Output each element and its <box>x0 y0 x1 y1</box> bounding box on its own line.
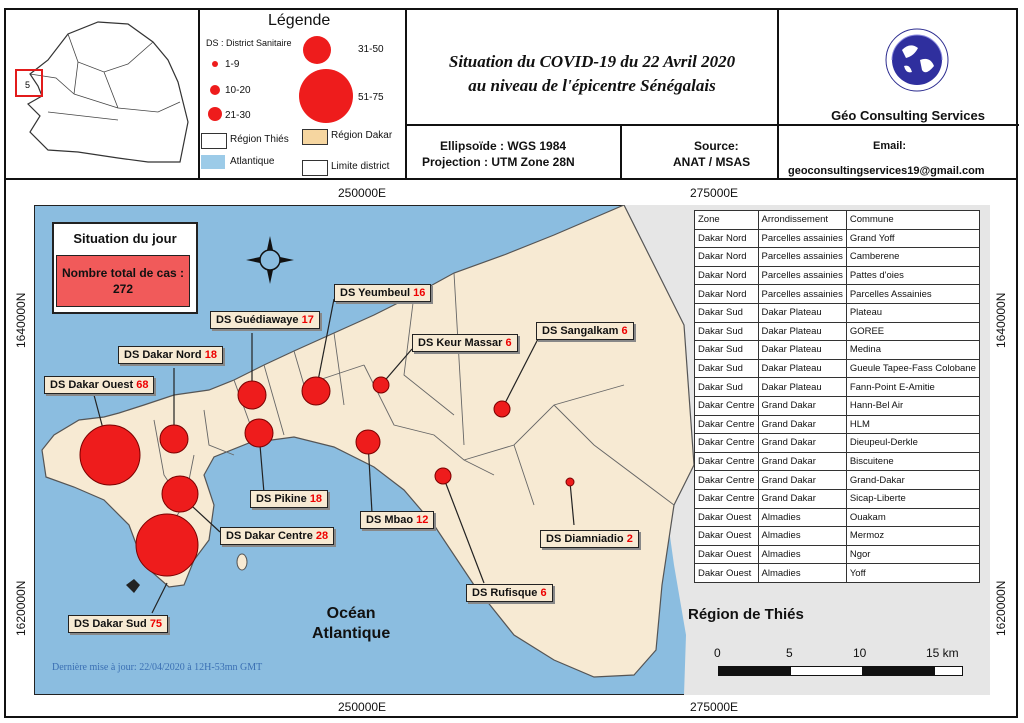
last-update: Dernière mise à jour: 22/04/2020 à 12H-53mn GMT <box>52 662 263 673</box>
label-keur-massar: DS Keur Massar 6 <box>412 334 518 352</box>
total-cases-box <box>56 255 190 307</box>
table-row <box>695 359 980 378</box>
map-title <box>407 50 777 98</box>
table-cell: Dakar Nord <box>695 285 759 304</box>
coord-right-1620000: 1620000N <box>994 580 1008 636</box>
table-cell: Pattes d'oies <box>846 266 979 285</box>
table-row <box>695 415 980 434</box>
senegal-inset-map <box>8 12 198 176</box>
table-row <box>695 564 980 583</box>
legend-swatch-atlantique <box>201 155 225 169</box>
email-value: geoconsultingservices19@gmail.com <box>788 165 985 177</box>
map-title-line1: Situation du COVID-19 du 22 Avril 2020 <box>448 52 736 71</box>
legend-ds-note: DS : District Sanitaire <box>206 38 292 48</box>
table-cell: Dieupeul-Derkle <box>846 434 979 453</box>
table-cell: Yoff <box>846 564 979 583</box>
label-pikine: DS Pikine 18 <box>250 490 328 508</box>
scale-tick-15: 15 km <box>926 646 959 660</box>
table-cell: Grand Dakar <box>758 471 846 490</box>
ocean-label-line2: Atlantique <box>312 625 391 642</box>
label-dakar-nord: DS Dakar Nord 18 <box>118 346 223 364</box>
goree-island <box>237 554 247 570</box>
table-row <box>695 527 980 546</box>
table-cell: Dakar Centre <box>695 415 759 434</box>
label-sangalkam: DS Sangalkam 6 <box>536 322 634 340</box>
table-row <box>695 489 980 508</box>
label-dakar-centre: DS Dakar Centre 28 <box>220 527 334 545</box>
coord-bottom-275000: 275000E <box>690 700 739 714</box>
coord-left-1620000: 1620000N <box>14 580 28 636</box>
table-cell: Dakar Plateau <box>758 341 846 360</box>
table-cell: Grand Dakar <box>758 434 846 453</box>
legend-limite-label: Limite district <box>331 161 390 172</box>
label-rufisque: DS Rufisque 6 <box>466 584 553 602</box>
ocean-label <box>312 604 390 644</box>
table-cell: Grand-Dakar <box>846 471 979 490</box>
coord-left-1640000: 1640000N <box>14 292 28 348</box>
table-cell: Ngor <box>846 545 979 564</box>
legend-circle-4 <box>303 36 331 64</box>
scale-bar <box>718 666 964 678</box>
table-row <box>695 285 980 304</box>
table-cell: Hann-Bel Air <box>846 396 979 415</box>
table-cell: Almadies <box>758 527 846 546</box>
ellipsoid-info: Ellipsoïde : WGS 1984 <box>440 139 567 153</box>
legend-circle-5 <box>299 69 353 123</box>
table-cell: Grand Dakar <box>758 489 846 508</box>
label-mbao: DS Mbao 12 <box>360 511 434 529</box>
ocean-label-line1: Océan <box>326 605 376 622</box>
table-cell: Camberene <box>846 248 979 267</box>
source-label: Source: <box>694 139 739 153</box>
table-cell: Mermoz <box>846 527 979 546</box>
table-cell: Dakar Plateau <box>758 303 846 322</box>
legend-swatch-limite <box>302 160 328 176</box>
company-name: Géo Consulting Services <box>831 108 985 123</box>
table-cell: Gueule Tapee-Fass Colobane <box>846 359 979 378</box>
table-cell: GOREE <box>846 322 979 341</box>
table-cell: Dakar Ouest <box>695 564 759 583</box>
table-cell: Biscuitene <box>846 452 979 471</box>
table-cell: HLM <box>846 415 979 434</box>
table-cell: Grand Dakar <box>758 452 846 471</box>
table-row <box>695 322 980 341</box>
table-cell: Dakar Nord <box>695 248 759 267</box>
table-cell: Fann-Point E-Amitie <box>846 378 979 397</box>
legend-class-5: 51-75 <box>358 92 384 103</box>
table-header: Commune <box>846 211 979 230</box>
table-cell: Plateau <box>846 303 979 322</box>
table-cell: Dakar Centre <box>695 471 759 490</box>
table-cell: Dakar Centre <box>695 452 759 471</box>
table-cell: Parcelles Assainies <box>846 285 979 304</box>
table-cell: Dakar Centre <box>695 434 759 453</box>
table-cell: Dakar Sud <box>695 303 759 322</box>
email-label: Email: <box>873 140 907 152</box>
region-thies-label: Région de Thiés <box>688 606 804 623</box>
table-header: Zone <box>695 211 759 230</box>
map-title-line2: au niveau de l'épicentre Sénégalais <box>468 76 716 95</box>
table-row <box>695 545 980 564</box>
legend-class-1: 1-9 <box>225 59 240 70</box>
label-dakar-ouest: DS Dakar Ouest 68 <box>44 376 154 394</box>
coord-top-250000: 250000E <box>338 186 387 200</box>
table-cell: Grand Dakar <box>758 396 846 415</box>
legend-class-4: 31-50 <box>358 44 384 55</box>
table-cell: Dakar Sud <box>695 378 759 397</box>
label-dakar-sud: DS Dakar Sud 75 <box>68 615 168 633</box>
company-logo <box>884 20 950 104</box>
table-row <box>695 378 980 397</box>
table-row <box>695 303 980 322</box>
table-row <box>695 452 980 471</box>
situation-box <box>52 222 198 314</box>
table-cell: Parcelles assainies <box>758 229 846 248</box>
legend-circle-1 <box>212 61 218 67</box>
table-row <box>695 396 980 415</box>
table-cell: Dakar Centre <box>695 489 759 508</box>
source-value: ANAT / MSAS <box>673 155 751 169</box>
legend-atlantique-label: Atlantique <box>230 156 275 167</box>
table-cell: Parcelles assainies <box>758 266 846 285</box>
table-cell: Dakar Plateau <box>758 322 846 341</box>
label-yeumbeul: DS Yeumbeul 16 <box>334 284 431 302</box>
label-diamniadio: DS Diamniadio 2 <box>540 530 639 548</box>
table-cell: Dakar Nord <box>695 229 759 248</box>
table-row <box>695 471 980 490</box>
coord-bottom-250000: 250000E <box>338 700 387 714</box>
table-cell: Dakar Ouest <box>695 545 759 564</box>
total-cases-value: 272 <box>112 282 134 296</box>
table-row <box>695 248 980 267</box>
coord-top-275000: 275000E <box>690 186 739 200</box>
table-row <box>695 229 980 248</box>
header-divider <box>405 124 1019 126</box>
table-cell: Almadies <box>758 545 846 564</box>
table-cell: Dakar Plateau <box>758 378 846 397</box>
legend-swatch-thies <box>201 133 227 149</box>
label-guediawaye: DS Guédiawaye 17 <box>210 311 320 329</box>
projection-info: Projection : UTM Zone 28N <box>422 155 575 169</box>
scale-tick-0: 0 <box>714 646 721 660</box>
table-cell: Dakar Plateau <box>758 359 846 378</box>
legend-class-2: 10-20 <box>225 85 251 96</box>
table-cell: Dakar Centre <box>695 396 759 415</box>
table-cell: Ouakam <box>846 508 979 527</box>
table-cell: Dakar Ouest <box>695 527 759 546</box>
header-divider <box>620 124 622 178</box>
table-cell: Grand Yoff <box>846 229 979 248</box>
table-row <box>695 266 980 285</box>
table-cell: Dakar Ouest <box>695 508 759 527</box>
table-row <box>695 434 980 453</box>
table-cell: Dakar Nord <box>695 266 759 285</box>
coord-right-1640000: 1640000N <box>994 292 1008 348</box>
legend-class-3: 21-30 <box>225 110 251 121</box>
table-row <box>695 341 980 360</box>
situation-title: Situation du jour <box>73 231 177 246</box>
table-cell: Almadies <box>758 564 846 583</box>
legend-circle-3 <box>208 107 222 121</box>
legend-title: Légende <box>268 12 331 29</box>
commune-table <box>694 210 980 583</box>
table-row <box>695 508 980 527</box>
table-cell: Parcelles assainies <box>758 285 846 304</box>
scale-tick-5: 5 <box>786 646 793 660</box>
table-cell: Dakar Sud <box>695 322 759 341</box>
table-cell: Sicap-Liberte <box>846 489 979 508</box>
table-cell: Almadies <box>758 508 846 527</box>
table-cell: Medina <box>846 341 979 360</box>
header-divider <box>777 10 779 178</box>
table-header-row <box>695 211 980 230</box>
legend-thies-label: Région Thiés <box>230 134 289 145</box>
table-cell: Grand Dakar <box>758 415 846 434</box>
table-header: Arrondissement <box>758 211 846 230</box>
legend-swatch-dakar <box>302 129 328 145</box>
legend-dakar-label: Région Dakar <box>331 130 393 141</box>
table-cell: Dakar Sud <box>695 341 759 360</box>
table-cell: Parcelles assainies <box>758 248 846 267</box>
total-cases-label: Nombre total de cas : <box>61 266 185 280</box>
svg-text:5: 5 <box>25 80 31 90</box>
table-cell: Dakar Sud <box>695 359 759 378</box>
scale-tick-10: 10 <box>853 646 867 660</box>
legend-circle-2 <box>210 85 220 95</box>
